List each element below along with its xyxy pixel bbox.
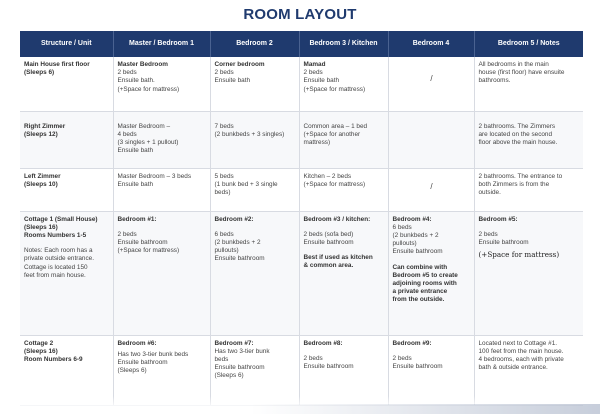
unit-cell — [20, 211, 113, 335]
unit-note: feet from main house. — [24, 271, 86, 279]
unit-note: private outside entrance. — [24, 255, 94, 263]
room-layout-table — [20, 31, 583, 406]
page-title: ROOM LAYOUT — [243, 6, 357, 23]
bedroom-3-cell — [299, 111, 388, 168]
unit-cell — [20, 168, 113, 211]
room-detail: Ensuite bathroom — [117, 238, 168, 246]
note-text: Located next to Cottage #1. — [478, 339, 558, 347]
bedroom-2-cell — [210, 168, 299, 211]
room-title: Mamad — [303, 61, 326, 68]
column-header-bedroom-2: Bedroom 2 — [210, 31, 299, 57]
unit-name: Left Zimmer — [24, 172, 61, 180]
room-title: Bedroom #3 / kitchen: — [303, 215, 371, 223]
table-row — [20, 111, 583, 168]
room-detail: 2 beds — [117, 69, 137, 77]
room-title: Bedroom #2: — [214, 215, 254, 223]
unit-sleeps: (Sleeps 6) — [24, 69, 55, 77]
bedroom-2-cell — [210, 211, 299, 335]
room-detail: 6 beds — [392, 223, 412, 231]
note-text: floor above the main house. — [478, 138, 558, 146]
master-cell — [113, 211, 210, 335]
room-detail: Master Bedroom – — [117, 122, 171, 130]
room-detail: Ensuite bath — [117, 180, 154, 188]
bedroom-4-cell — [388, 111, 474, 168]
handwritten-note: (+Space for mattress) — [478, 250, 560, 260]
room-detail: (+Space for mattress) — [303, 180, 366, 188]
unit-cell — [20, 335, 113, 405]
bedroom-3-cell — [299, 211, 388, 335]
column-header-bedroom-4: Bedroom 4 — [388, 31, 474, 57]
room-detail: Ensuite bathroom — [478, 238, 529, 246]
bedroom-2-cell — [210, 111, 299, 168]
room-detail: 5 beds — [214, 172, 234, 180]
unit-sleeps: (Sleeps 16) — [24, 223, 58, 231]
empty-mark: / — [430, 74, 433, 83]
unit-cell — [20, 111, 113, 168]
room-detail: 2 beds — [478, 230, 498, 238]
unit-name: Cottage 2 — [24, 339, 54, 347]
bedroom-2-cell — [210, 335, 299, 405]
room-detail: (+Space for mattress) — [303, 85, 366, 93]
room-detail: Has two 3-tier bunk beds — [117, 350, 189, 358]
room-detail: (Sleeps 6) — [214, 372, 244, 380]
master-cell — [113, 111, 210, 168]
room-detail: Ensuite bathroom — [392, 362, 443, 370]
room-detail: 2 beds — [303, 69, 323, 77]
room-detail: 4 beds — [117, 130, 137, 138]
room-detail: beds) — [214, 188, 231, 196]
room-detail: (+Space for mattress) — [117, 247, 180, 255]
room-note: & common area. — [303, 262, 354, 270]
column-header-bedroom-5: Bedroom 5 / Notes — [474, 31, 583, 57]
empty-mark: / — [430, 181, 433, 191]
note-text: 2 bathrooms. The entrance to — [478, 172, 563, 180]
master-cell — [113, 335, 210, 405]
room-detail: (+Space for mattress) — [117, 85, 180, 93]
bedroom-2-cell — [210, 57, 299, 111]
unit-sleeps: (Sleeps 16) — [24, 347, 58, 355]
unit-name: Main House first floor — [24, 61, 90, 68]
room-detail: Master Bedroom – 3 beds — [117, 172, 192, 180]
room-detail: Ensuite bath — [117, 147, 154, 155]
bedroom-3-cell — [299, 168, 388, 211]
room-detail: 2 beds — [303, 354, 323, 362]
note-text: bathrooms. — [478, 77, 511, 85]
note-text: All bedrooms in the main — [478, 61, 549, 68]
room-detail: mattress) — [303, 138, 331, 146]
note-text: 2 bathrooms. The Zimmers — [478, 122, 556, 130]
master-cell — [113, 57, 210, 111]
unit-sleeps: (Sleeps 10) — [24, 180, 58, 188]
room-detail: beds — [214, 355, 229, 363]
room-detail: 2 beds — [214, 69, 234, 77]
unit-sleeps: (Sleeps 12) — [24, 130, 58, 138]
note-text: 4 bedrooms, each with private — [478, 355, 564, 363]
room-detail: Ensuite bath — [214, 77, 251, 85]
room-detail: 2 beds — [117, 230, 137, 238]
bedroom-4-cell — [388, 168, 474, 211]
table-row — [20, 168, 583, 211]
column-header-structure: Structure / Unit — [20, 31, 113, 57]
notes-cell — [474, 111, 583, 168]
room-note: from the outside. — [392, 296, 445, 304]
room-detail: Ensuite bathroom — [117, 358, 168, 366]
room-title: Bedroom #9: — [392, 339, 432, 347]
room-detail: (2 bunkbeds + 2 — [392, 231, 439, 239]
note-text: house (first floor) have ensuite — [478, 69, 565, 77]
room-detail: Ensuite bathroom — [303, 362, 354, 370]
table-header-row — [20, 31, 583, 57]
room-detail: (2 bunkbeds + 3 singles) — [214, 130, 285, 138]
unit-name: Right Zimmer — [24, 122, 66, 130]
room-detail: (Sleeps 6) — [117, 367, 147, 375]
room-detail: 6 beds — [214, 230, 234, 238]
table-row — [20, 57, 583, 111]
unit-cell — [20, 57, 113, 111]
room-title: Master Bedroom — [117, 61, 168, 68]
room-detail: 7 beds — [214, 122, 234, 130]
unit-name: Cottage 1 (Small House) — [24, 215, 98, 223]
note-text: 100 feet from the main house. — [478, 347, 564, 355]
room-detail: (1 bunk bed + 3 single — [214, 180, 278, 188]
room-title: Bedroom #4: — [392, 215, 432, 223]
bedroom-3-cell — [299, 57, 388, 111]
room-detail: 2 beds — [392, 354, 412, 362]
bottom-accent-fade — [250, 404, 600, 414]
note-text: are located on the second — [478, 130, 553, 138]
room-note: adjoining rooms with — [392, 279, 457, 287]
room-note: a private entrance — [392, 288, 448, 296]
notes-cell — [474, 211, 583, 335]
room-title: Bedroom #7: — [214, 339, 254, 347]
room-detail: Has two 3-tier bunk — [214, 347, 270, 355]
room-title: Bedroom #6: — [117, 339, 157, 347]
room-title: Bedroom #8: — [303, 339, 343, 347]
bedroom-4-cell — [388, 335, 474, 405]
note-text: bath & outside entrance. — [478, 364, 548, 372]
notes-cell — [474, 57, 583, 111]
room-detail: pullouts) — [214, 247, 239, 255]
unit-note: Notes: Each room has a — [24, 247, 93, 255]
room-detail: Ensuite bathroom — [303, 238, 354, 246]
room-detail: Ensuite bathroom — [214, 364, 265, 372]
bedroom-4-cell — [388, 211, 474, 335]
room-detail: (3 singles + 1 pullout) — [117, 138, 179, 146]
table-row — [20, 335, 583, 405]
room-detail: Ensuite bathroom — [392, 248, 443, 256]
unit-rooms: Rooms Numbers 1-5 — [24, 231, 87, 239]
room-detail: pullouts) — [392, 240, 417, 248]
room-detail: Common area – 1 bed — [303, 122, 368, 130]
room-title: Corner bedroom — [214, 61, 265, 68]
room-note: Best if used as kitchen — [303, 254, 373, 262]
column-header-bedroom-3: Bedroom 3 / Kitchen — [299, 31, 388, 57]
room-detail: Ensuite bath. — [117, 77, 155, 85]
room-detail: 2 beds (sofa bed) — [303, 230, 354, 238]
bedroom-4-cell — [388, 57, 474, 111]
unit-rooms: Room Numbers 6-9 — [24, 355, 83, 363]
room-title: Bedroom #1: — [117, 215, 157, 223]
room-detail: (+Space for another — [303, 130, 361, 138]
column-header-master: Master / Bedroom 1 — [113, 31, 210, 57]
room-detail: Ensuite bathroom — [214, 255, 265, 263]
room-detail: Ensuite bath — [303, 77, 340, 85]
master-cell — [113, 168, 210, 211]
note-text: both Zimmers is from the — [478, 180, 550, 188]
room-note: Bedroom #5 to create — [392, 271, 458, 279]
room-note: Can combine with — [392, 263, 448, 271]
table-row — [20, 211, 583, 335]
bedroom-3-cell — [299, 335, 388, 405]
notes-cell — [474, 335, 583, 405]
notes-cell — [474, 168, 583, 211]
room-detail: Kitchen – 2 beds — [303, 172, 352, 180]
unit-note: Cottage is located 150 — [24, 263, 88, 271]
room-title: Bedroom #5: — [478, 215, 518, 223]
room-detail: (2 bunkbeds + 2 — [214, 238, 261, 246]
note-text: outside. — [478, 188, 501, 196]
